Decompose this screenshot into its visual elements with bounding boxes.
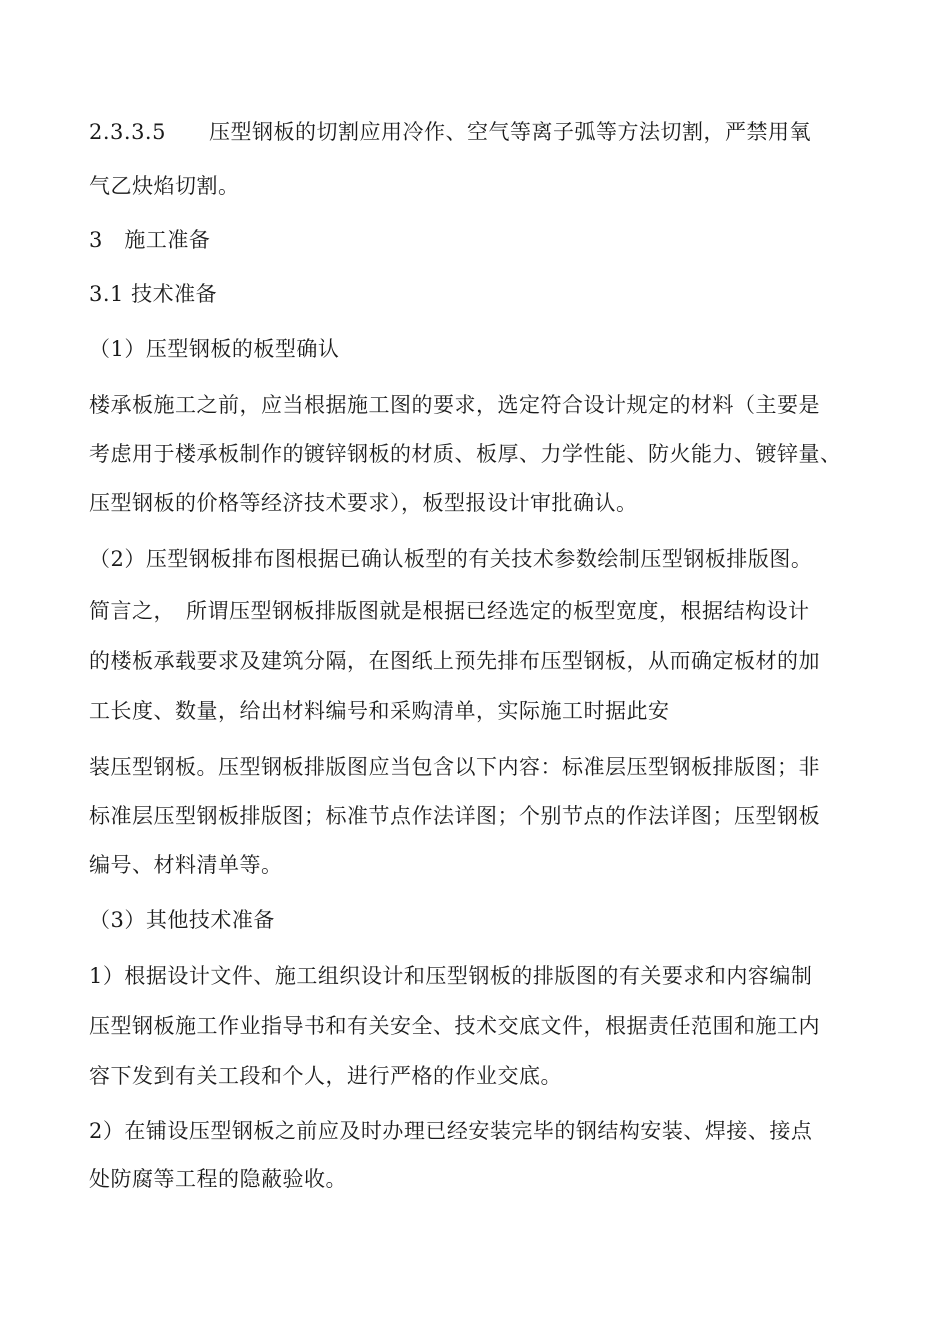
text-line: 2.3.3.5 压型钢板的切割应用冷作、空气等离子弧等方法切割，严禁用氧 [89,120,811,144]
text-line: 容下发到有关工段和个人，进行严格的作业交底。 [89,1064,562,1088]
text-line: 楼承板施工之前，应当根据施工图的要求，选定符合设计规定的材料（主要是 [89,393,820,417]
item-heading: （2）压型钢板排布图根据已确认板型的有关技术参数绘制压型钢板排版图。 [89,547,813,571]
text-line: 压型钢板的价格等经济技术要求），板型报设计审批确认。 [89,491,638,515]
text-line: 的楼板承载要求及建筑分隔，在图纸上预先排布压型钢板，从而确定板材的加 [89,649,820,673]
text-line: 考虑用于楼承板制作的镀锌钢板的材质、板厚、力学性能、防火能力、镀锌量、 [89,442,842,466]
text-line: 压型钢板施工作业指导书和有关安全、技术交底文件，根据责任范围和施工内 [89,1014,820,1038]
text-line: 标准层压型钢板排版图；标准节点作法详图；个别节点的作法详图；压型钢板 [89,804,820,828]
text-line: 工长度、数量，给出材料编号和采购清单，实际施工时据此安 [89,699,670,723]
subsection-heading: 3.1 技术准备 [89,282,218,306]
item-heading: （1）压型钢板的板型确认 [89,337,340,361]
text-line: 装压型钢板。压型钢板排版图应当包含以下内容：标准层压型钢板排版图；非 [89,755,820,779]
text-line: 2）在铺设压型钢板之前应及时办理已经安装完毕的钢结构安装、焊接、接点 [89,1119,813,1143]
text-line: 气乙炔焰切割。 [89,174,240,198]
item-heading: （3）其他技术准备 [89,908,275,932]
text-line: 处防腐等工程的隐蔽验收。 [89,1167,347,1191]
text-line: 1）根据设计文件、施工组织设计和压型钢板的排版图的有关要求和内容编制 [89,964,813,988]
text-line: 简言之， 所谓压型钢板排版图就是根据已经选定的板型宽度，根据结构设计 [89,599,810,623]
text-line: 编号、材料清单等。 [89,853,283,877]
section-heading: 3 施工准备 [89,228,211,252]
